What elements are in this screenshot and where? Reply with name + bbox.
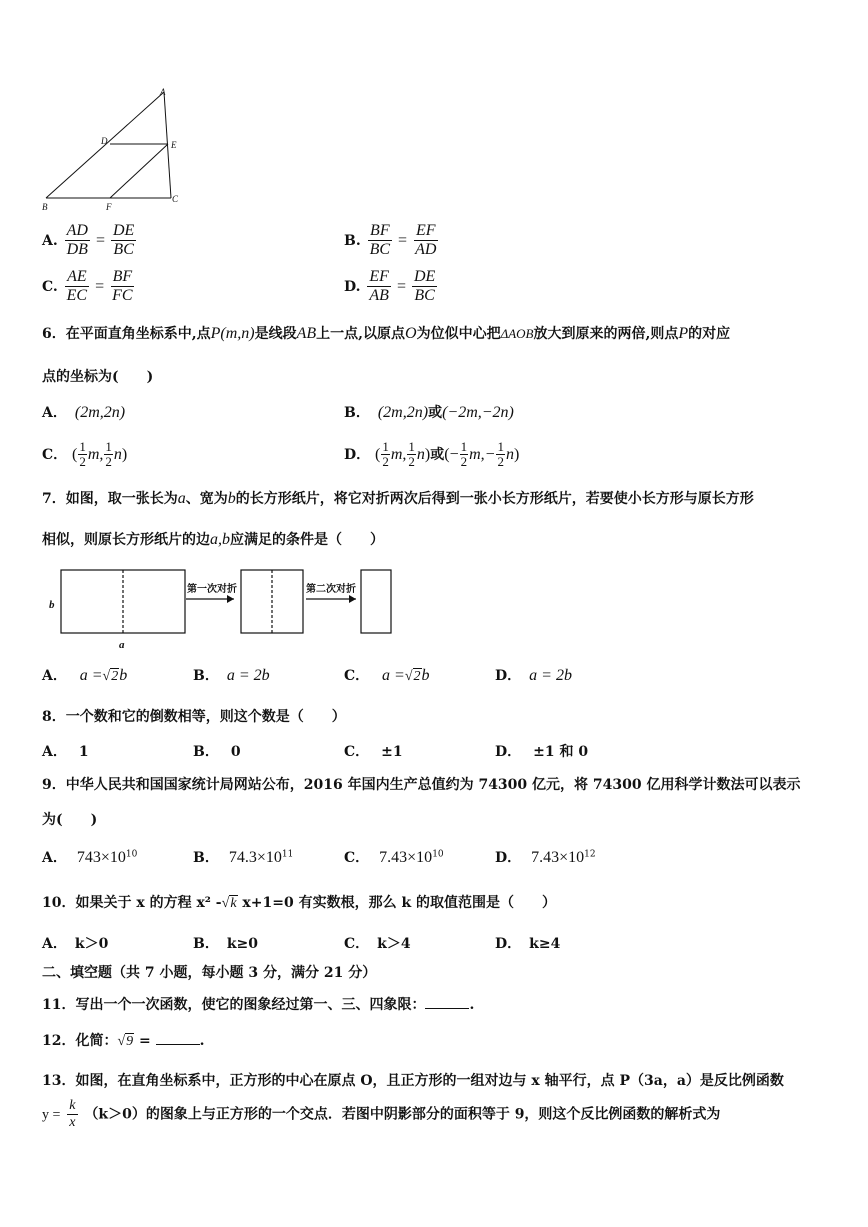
fraction-denominator: AD xyxy=(415,241,437,259)
fraction-denominator: BC xyxy=(414,287,435,305)
question-9-text: 9．中华人民共和国国家统计局网站公布，2016 年国内生产总值约为 74300 亿元，将 74300 亿用科学计数法可以表示 xyxy=(42,777,801,793)
section-heading: 二、填空题（共 7 小题，每小题 3 分，满分 21 分） xyxy=(42,965,377,981)
point-label-d: D xyxy=(101,136,108,146)
question-11-text: 11．写出一个一次函数，使它的图象经过第一、三、四象限： . xyxy=(42,997,475,1013)
question-6-text-line2: 点的坐标为( ) xyxy=(42,369,154,385)
question-7-text-line2: 相似，则原长方形纸片的边a,b应满足的条件是（ ） xyxy=(42,531,384,548)
question-12-text: 12．化简：√9 = . xyxy=(42,1033,205,1049)
q7-option-a[interactable]: A． a =√2b xyxy=(42,667,128,684)
q10-option-d[interactable]: D． k≥4 xyxy=(495,936,561,952)
fraction-denominator: FC xyxy=(112,287,133,305)
fraction-denominator: AB xyxy=(369,287,389,305)
point-label-a: A xyxy=(160,87,166,97)
q5-option-b[interactable]: B. $\frac{BF}{BC}$ = $\frac{EF}{AD}$ xyxy=(344,222,437,259)
q7-option-b[interactable]: B． a = 2b xyxy=(193,667,270,684)
point-label-f: F xyxy=(106,202,112,212)
fraction-numerator: DE xyxy=(111,222,136,241)
option-label: B. xyxy=(344,232,361,249)
option-label: A. xyxy=(42,232,58,249)
fraction-denominator: DB xyxy=(66,241,88,259)
fraction-denominator: BC xyxy=(369,241,391,259)
q7-option-d[interactable]: D． a = 2b xyxy=(495,667,572,684)
fraction-numerator: BF xyxy=(111,268,135,287)
q9-option-d[interactable]: D． $7.43\times 10^{12}$ xyxy=(495,849,596,866)
option-label: C. xyxy=(42,278,58,295)
option-label: D. xyxy=(344,278,361,295)
point-label-c: C xyxy=(172,194,179,204)
q10-option-a[interactable]: A． k＞0 xyxy=(42,936,109,952)
question-6-text: 6．在平面直角坐标系中,点P(m,n)是线段AB上一点,以原点O为位似中心把ΔAOB放大到原来的两倍,则点P的对应 xyxy=(42,325,731,342)
q8-option-d[interactable]: D． ±1 和 0 xyxy=(495,744,589,760)
q8-option-a[interactable]: A． 1 xyxy=(42,744,89,760)
question-7-text: 7．如图，取一张长为a、宽为b的长方形纸片，将它对折两次后得到一张小长方形纸片，若要使小长方形与原长方形 xyxy=(42,490,754,507)
fraction-numerator: AD xyxy=(65,222,90,241)
q9-option-b[interactable]: B． $74.3\times 10^{11}$ xyxy=(193,849,294,866)
q5-option-a[interactable]: A. $\frac{AD}{DB}$ = $\frac{DE}{BC}$ xyxy=(42,222,135,259)
q6-option-c[interactable]: C． ( $\frac{1}{2}$ m, $\frac{1}{2}$ n) xyxy=(42,439,128,470)
fraction-numerator: DE xyxy=(412,268,437,287)
q8-option-c[interactable]: C． ±1 xyxy=(344,744,403,760)
answer-blank[interactable] xyxy=(425,996,469,1009)
q9-option-c[interactable]: C． $7.43\times 10^{10}$ xyxy=(344,849,444,866)
fraction-numerator: EF xyxy=(414,222,438,241)
fraction-numerator: BF xyxy=(368,222,392,241)
point-label-e: E xyxy=(171,140,177,150)
question-10-text: 10．如果关于 x 的方程 x² -√k x+1=0 有实数根，那么 k 的取值范围是（ ） xyxy=(42,895,557,911)
q6-option-d[interactable]: D． ( $\frac{1}{2}$ m, $\frac{1}{2}$ n)或(− $\frac{1}{2}$ m,− $\frac{1}{2}$ n) xyxy=(344,439,520,470)
fold-step-2-label: 第二次对折 xyxy=(306,584,356,595)
q6-option-b[interactable]: B． (2m,2n)或(−2m,−2n) xyxy=(344,404,514,421)
triangle-figure xyxy=(38,86,188,214)
q10-option-b[interactable]: B． k≥0 xyxy=(193,936,259,952)
answer-blank[interactable] xyxy=(156,1032,200,1045)
q5-option-d[interactable]: D. $\frac{EF}{AB}$ = $\frac{DE}{BC}$ xyxy=(344,268,436,305)
question-8-text: 8．一个数和它的倒数相等，则这个数是（ ） xyxy=(42,709,346,725)
fraction-numerator: EF xyxy=(367,268,391,287)
q6-option-a[interactable]: A． (2m,2n) xyxy=(42,404,126,421)
question-13-text-line2: y = $\frac{k}{x}$ （k＞0）的图象上与正方形的一个交点．若图中阴影部分的面积等于 9，则这个反比例函数的解析式为 xyxy=(42,1098,721,1131)
q10-option-c[interactable]: C． k＞4 xyxy=(344,936,411,952)
q9-option-a[interactable]: A． $743\times 10^{10}$ xyxy=(42,849,138,866)
question-13-text: 13．如图，在直角坐标系中，正方形的中心在原点 O，且正方形的一组对边与 x 轴平行，点 P（3a，a）是反比例函数 xyxy=(42,1073,784,1089)
q8-option-b[interactable]: B． 0 xyxy=(193,744,241,760)
side-label-b: b xyxy=(49,599,55,611)
fold-step-1-label: 第一次对折 xyxy=(187,584,237,595)
fraction-denominator: EC xyxy=(66,287,88,305)
point-label-b: B xyxy=(42,202,48,212)
q7-option-c[interactable]: C． a =√2b xyxy=(344,667,430,684)
q5-option-c[interactable]: C. $\frac{AE}{EC}$ = $\frac{BF}{FC}$ xyxy=(42,268,133,305)
question-9-text-line2: 为( ) xyxy=(42,812,98,828)
fraction-numerator: AE xyxy=(65,268,89,287)
fraction-denominator: BC xyxy=(113,241,134,259)
paper-fold-figure xyxy=(44,562,404,654)
side-label-a: a xyxy=(119,639,125,651)
